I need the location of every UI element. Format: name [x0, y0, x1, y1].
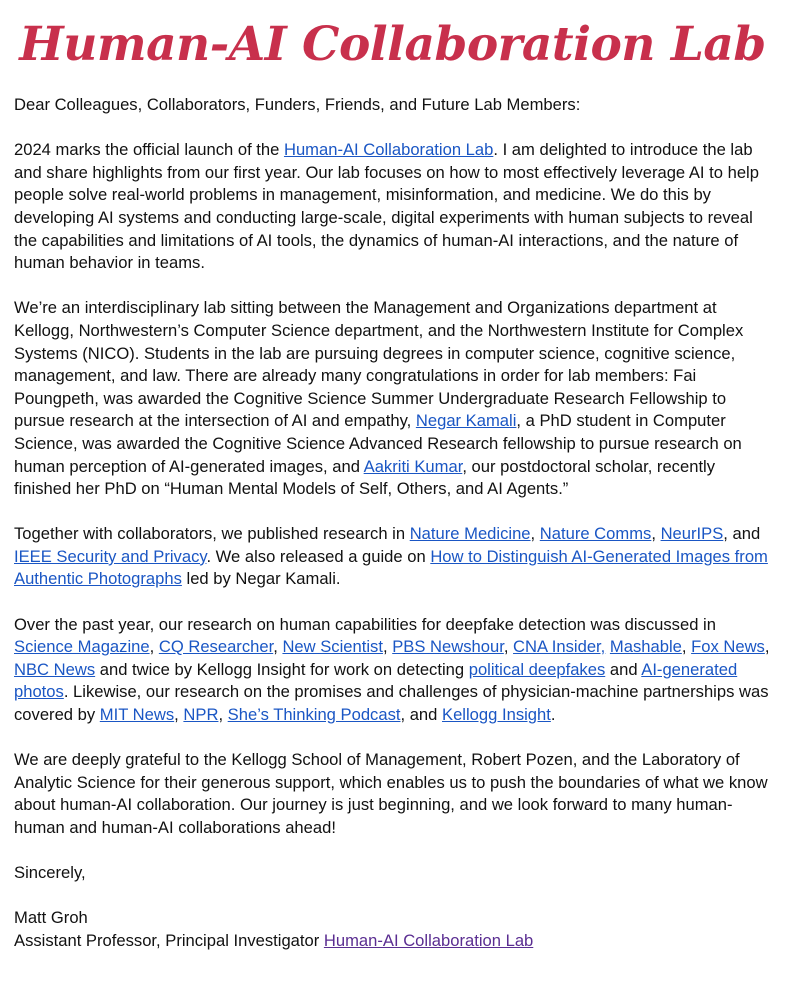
text: , and — [723, 524, 761, 544]
separator: , — [218, 705, 228, 725]
negar-kamali-link[interactable]: Negar Kamali — [415, 411, 517, 431]
paragraph-press — [14, 614, 774, 727]
cna-insider-link[interactable]: CNA Insider, — [513, 637, 606, 657]
paragraph-publications — [14, 523, 774, 591]
separator: , — [651, 524, 661, 544]
page-title: Human-AI Collaboration Lab — [19, 17, 766, 72]
text: . I am delighted to introduce the lab and share highlights from our first year. Our lab focuses on how to most effectively leverage AI to help people solve real-world problems in management, misinformation, and medicine. We do this by developing AI systems and conducting large-scale, digital experiments with human subjects to reveal the capabilities and limitations of AI tools, the dynamics of human-AI interactions, and the nature of human behavior in teams. — [14, 140, 759, 273]
separator: , — [764, 637, 770, 657]
shes-thinking-podcast-link[interactable]: She’s Thinking Podcast — [227, 705, 401, 725]
nbc-news-link[interactable]: NBC News — [14, 659, 96, 679]
signature-role — [14, 930, 774, 953]
signature-name: Matt Groh — [14, 908, 88, 928]
nature-medicine-link[interactable]: Nature Medicine — [409, 524, 531, 544]
lab-link[interactable]: Human-AI Collaboration Lab — [283, 140, 494, 160]
science-magazine-link[interactable]: Science Magazine — [14, 637, 150, 657]
text: and twice by Kellogg Insight for work on detecting — [95, 659, 469, 679]
paragraph-thanks: We are deeply grateful to the Kellogg School of Management, Robert Pozen, and the Laboratory of Analytic Science for their generous support, which enables us to push the boundaries of what we know about human-AI collaboration. Our journey is just beginning, and we look forward to many human-human and human-AI collaborations ahead! — [14, 750, 768, 837]
text: , and — [400, 705, 443, 725]
neurips-link[interactable]: NeurIPS — [660, 524, 724, 544]
separator: , — [681, 637, 692, 657]
mit-news-link[interactable]: MIT News — [99, 705, 175, 725]
cq-researcher-link[interactable]: CQ Researcher — [158, 637, 274, 657]
text: , our postdoctoral scholar, recently finished her PhD on “Human Mental Models of Self, Others, and AI Agents.” — [14, 456, 716, 499]
political-deepfakes-link[interactable]: political deepfakes — [468, 659, 606, 679]
text: Together with collaborators, we published research in — [14, 524, 410, 544]
ai-generated-photos-link[interactable]: AI-generated photos — [14, 659, 738, 702]
text: . Likewise, our research on the promises and challenges of physician-machine partnerships was covered by — [14, 682, 769, 725]
text: led by Negar Kamali. — [181, 569, 341, 589]
text: We’re an interdisciplinary lab sitting between the Management and Organizations department at Kellogg, Northwestern’s Computer Science department, and the Northwestern Institute for Complex Systems (NICO). Students in the lab are pursuing degrees in computer science, cognitive science, management, and law. There are already many congratulations in order for lab members: Fai Poungpeth, was awarded the Cognitive Science Summer Undergraduate Research Fellowship to pursue research at the intersection of AI and empathy, — [14, 298, 744, 431]
pbs-newshour-link[interactable]: PBS Newshour — [392, 637, 504, 657]
separator: , — [273, 637, 283, 657]
nature-comms-link[interactable]: Nature Comms — [539, 524, 652, 544]
role-text: Assistant Professor, Principal Investigator — [14, 930, 324, 950]
text: . We also released a guide on — [206, 546, 431, 566]
separator: , — [382, 637, 393, 657]
text: 2024 marks the official launch of the — [14, 140, 284, 160]
text: and — [605, 659, 642, 679]
separator: , — [530, 524, 540, 544]
separator: , — [174, 705, 184, 725]
aakriti-kumar-link[interactable]: Aakriti Kumar — [363, 456, 463, 476]
paragraph-lab-members — [14, 297, 774, 500]
npr-link[interactable]: NPR — [183, 705, 219, 725]
guide-link[interactable]: How to Distinguish AI-Generated Images from Authentic Photographs — [14, 546, 768, 589]
paragraph-launch — [14, 139, 774, 275]
letter-body — [14, 94, 774, 953]
separator: , — [149, 637, 159, 657]
separator: , — [503, 637, 514, 657]
kellogg-insight-link[interactable]: Kellogg Insight — [442, 705, 551, 725]
ieee-link[interactable]: IEEE Security and Privacy — [14, 546, 207, 566]
signature-lab-link[interactable]: Human-AI Collaboration Lab — [323, 930, 534, 950]
text: Over the past year, our research on human capabilities for deepfake detection was discussed in — [14, 614, 716, 634]
greeting: Dear Colleagues, Collaborators, Funders, Friends, and Future Lab Members: — [14, 95, 581, 114]
mashable-link[interactable]: Mashable — [609, 637, 682, 657]
text: . — [550, 705, 556, 725]
text: , a PhD student in Computer Science, was awarded the Cognitive Science Advanced Research fellowship to pursue research on human perception of AI-generated images, and — [14, 411, 742, 476]
closing: Sincerely, — [14, 863, 86, 883]
fox-news-link[interactable]: Fox News — [691, 637, 765, 657]
new-scientist-link[interactable]: New Scientist — [282, 637, 383, 657]
